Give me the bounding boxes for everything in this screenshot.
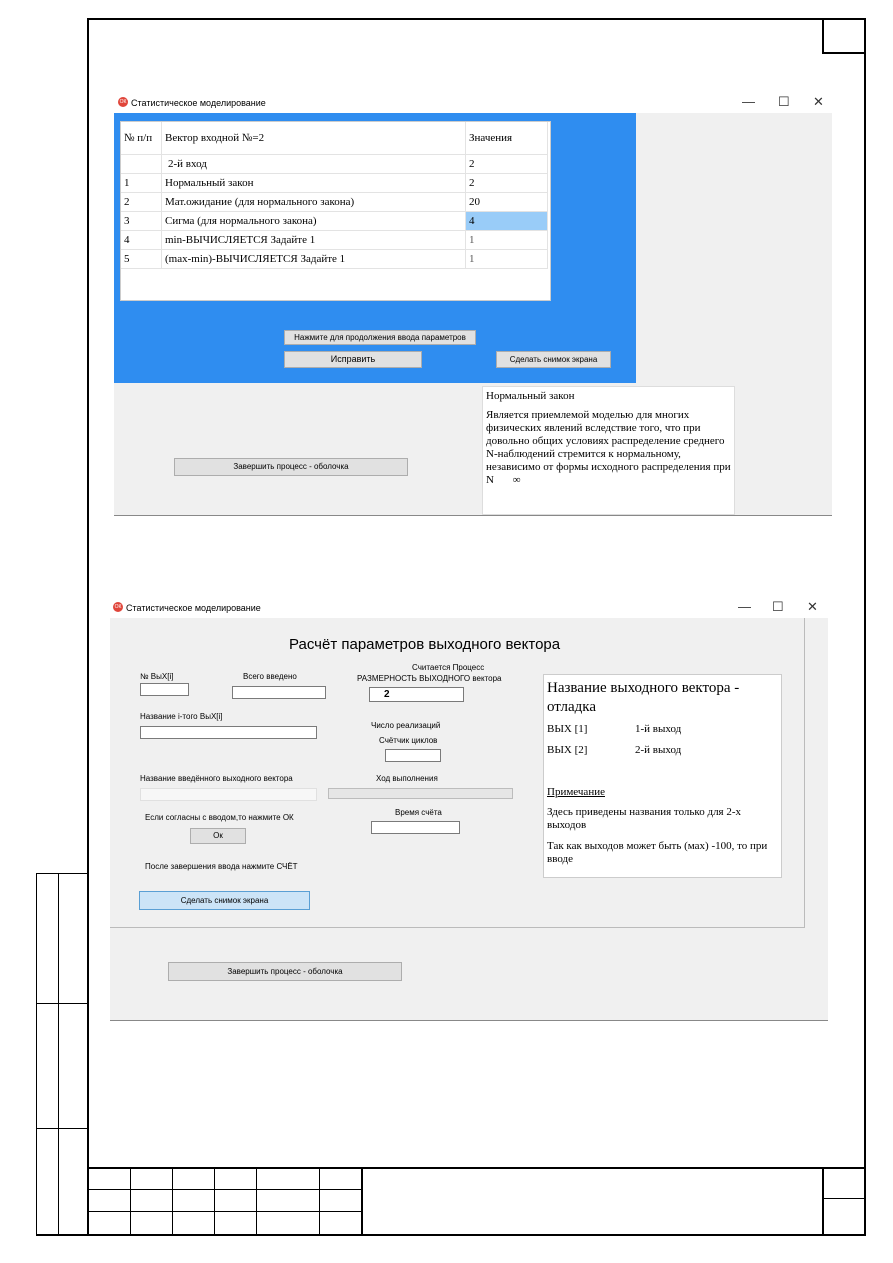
info-row-key: ВЫХ [1] — [547, 723, 588, 735]
fix-button[interactable]: Исправить — [284, 351, 422, 368]
vector-table — [121, 122, 548, 269]
cell-name: (max-min)-ВЫЧИСЛЯЕТСЯ Задайте 1 — [162, 250, 466, 269]
cell-num: 2 — [121, 193, 162, 212]
dimension-input[interactable] — [369, 687, 464, 702]
client-bottom-line — [114, 515, 832, 516]
info-row-key: ВЫХ [2] — [547, 744, 588, 756]
table-header — [121, 122, 548, 155]
cell-num: 3 — [121, 212, 162, 231]
table-row[interactable] — [121, 212, 548, 231]
out-number-input[interactable] — [140, 683, 189, 696]
cell-value[interactable]: 1 — [466, 231, 548, 250]
info-row — [547, 744, 778, 756]
header-vector: Вектор входной №=2 — [162, 122, 466, 155]
continue-button[interactable]: Нажмите для продолжения ввода параметров — [284, 330, 476, 345]
cell-value[interactable]: 1 — [466, 250, 548, 269]
minimize-icon[interactable]: — — [738, 599, 751, 614]
progress-label: Ход выполнения — [376, 774, 438, 783]
window-title: Статистическое моделирование — [126, 603, 261, 613]
close-icon[interactable]: ✕ — [807, 599, 818, 614]
out-number-label: № ВыХ[i] — [140, 672, 174, 681]
cell-name: Сигма (для нормального закона) — [162, 212, 466, 231]
description-text — [486, 409, 731, 487]
cell-value[interactable]: 2 — [466, 174, 548, 193]
table-row[interactable] — [121, 250, 548, 269]
entered-name-label: Название введённого выходного вектора — [140, 774, 293, 783]
progress-bar — [328, 788, 513, 799]
header-num: № п/п — [121, 122, 162, 155]
total-entered-input[interactable] — [232, 686, 326, 699]
entered-name-field — [140, 788, 317, 801]
description-panel — [482, 386, 735, 515]
calc-time-input[interactable] — [371, 821, 460, 834]
app-icon: ОК — [119, 99, 127, 105]
table-row[interactable] — [121, 231, 548, 250]
finish-button[interactable]: Завершить процесс - оболочка — [168, 962, 402, 981]
name-ith-label: Название i-того ВыХ[i] — [140, 712, 223, 721]
vector-table-container — [120, 121, 551, 301]
cell-value[interactable]: 20 — [466, 193, 548, 212]
window-title: Статистическое моделирование — [131, 98, 266, 108]
cell-num — [121, 155, 162, 174]
table-row[interactable] — [121, 174, 548, 193]
cell-num: 1 — [121, 174, 162, 193]
name-ith-input[interactable] — [140, 726, 317, 739]
dimension-label: РАЗМЕРНОСТЬ ВЫХОДНОГО вектора — [357, 674, 502, 683]
header-values: Значения — [466, 122, 548, 155]
description-title: Нормальный закон — [486, 390, 575, 402]
cell-value[interactable]: 2 — [466, 155, 548, 174]
agree-label: Если согласны с вводом,то нажмите ОК — [145, 813, 294, 822]
finish-button[interactable]: Завершить процесс - оболочка — [174, 458, 408, 476]
cycle-counter-input[interactable] — [385, 749, 441, 762]
cell-value-selected[interactable]: 4 — [466, 212, 548, 231]
process-label: Считается Процесс — [412, 663, 485, 672]
cell-name: 2-й вход — [162, 155, 466, 174]
cell-num: 5 — [121, 250, 162, 269]
note-2: Так как выходов может быть (мах) -100, то при вводе — [547, 840, 768, 865]
cycle-counter-label: Счётчик циклов — [379, 736, 438, 745]
maximize-icon[interactable]: ☐ — [772, 599, 784, 614]
info-panel — [543, 674, 782, 878]
calc-time-label: Время счёта — [395, 808, 442, 817]
total-entered-label: Всего введено — [243, 672, 297, 681]
close-icon[interactable]: ✕ — [813, 94, 824, 109]
maximize-icon[interactable]: ☐ — [778, 94, 790, 109]
cell-name: Нормальный закон — [162, 174, 466, 193]
after-input-label: После завершения ввода нажмите СЧЁТ — [145, 862, 298, 871]
page-heading: Расчёт параметров выходного вектора — [289, 636, 561, 653]
note-1: Здесь приведены названия только для 2-х выходов — [547, 806, 742, 831]
realizations-label: Число реализаций — [371, 721, 441, 730]
dimension-value: 2 — [384, 689, 390, 700]
info-row-value: 1-й выход — [635, 723, 682, 735]
cell-name: Мат.ожидание (для нормального закона) — [162, 193, 466, 212]
note-title: Примечание — [547, 786, 605, 798]
description-body: Является приемлемой моделью для многих физических явлений вследствие того, что при довольно общих условиях распределение среднего N-наблюдений стремится к нормальному, независимо от формы исходного распределения при N — [486, 409, 731, 486]
info-title: Название выходного вектора - отладка — [547, 680, 740, 715]
screenshot-button[interactable]: Сделать снимок экрана — [496, 351, 611, 368]
cell-name: min-ВЫЧИСЛЯЕТСЯ Задайте 1 — [162, 231, 466, 250]
screenshot-button[interactable]: Сделать снимок экрана — [139, 891, 310, 910]
info-row — [547, 723, 778, 735]
ok-button[interactable]: Ок — [190, 828, 246, 844]
cell-num: 4 — [121, 231, 162, 250]
app-icon: ОК — [114, 604, 122, 610]
info-row-value: 2-й выход — [635, 744, 682, 756]
infinity-symbol: ∞ — [512, 474, 521, 486]
client-bottom-line — [110, 1020, 828, 1021]
minimize-icon[interactable]: — — [742, 94, 755, 109]
table-row[interactable] — [121, 155, 548, 174]
table-row[interactable] — [121, 193, 548, 212]
